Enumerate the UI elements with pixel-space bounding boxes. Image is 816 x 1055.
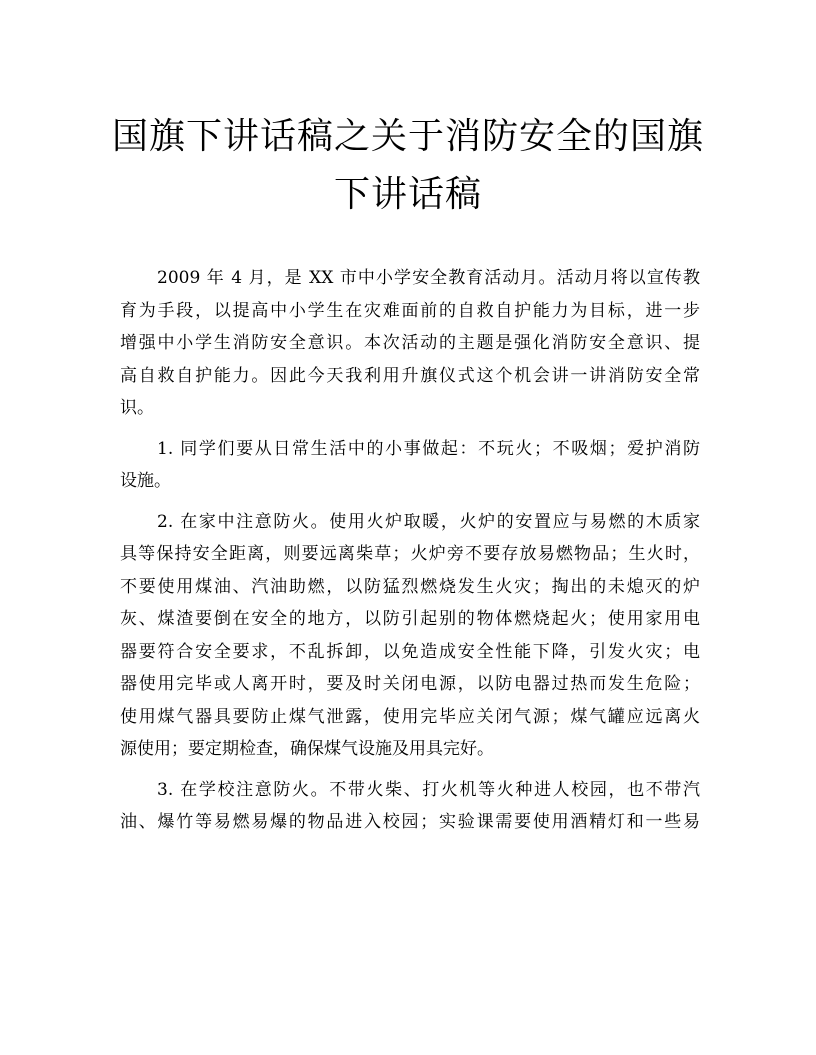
document-title [100, 108, 716, 224]
text-line: 增强中小学生消防安全意识。本次活动的主题是强化消防安全意识、提 [120, 333, 700, 353]
text-line: 器要符合安全要求，不乱拆卸，以免造成安全性能下降，引发火灾；电 [120, 641, 700, 662]
text-line: 3. 在学校注意防火。不带火柴、打火机等火种进人校园，也不带汽 [157, 779, 700, 800]
text-line: 油、爆竹等易燃易爆的物品进入校园；实验课需要使用酒精灯和一些易 [120, 812, 700, 832]
text-line: 2009 年 4 月，是 XX 市中小学安全教育活动月。活动月将以宣传教 [157, 268, 700, 288]
text-line: 具等保持安全距离，则要远离柴草；火炉旁不要存放易燃物品；生火时， [120, 544, 700, 564]
paragraph-intro [120, 262, 700, 425]
text-line: 育为手段，以提高中小学生在灾难面前的自救自护能力为目标，进一步 [120, 300, 700, 321]
paragraph-item-1 [120, 433, 700, 498]
title-line-1: 国旗下讲话稿之关于消防安全的国旗 [111, 116, 704, 157]
text-line: 2. 在家中注意防火。使用火炉取暖，火炉的安置应与易燃的木质家 [157, 511, 700, 532]
text-line: 器使用完毕或人离开时，要及时关闭电源，以防电器过热而发生危险； [120, 674, 700, 694]
paragraph-item-2 [120, 506, 700, 766]
document-body [120, 262, 700, 847]
text-line: 灰、煤渣要倒在安全的地方，以防引起别的物体燃烧起火；使用家用电 [120, 609, 700, 629]
paragraph-item-3 [120, 774, 700, 839]
text-line: 源使用；要定期检查，确保煤气设施及用具完好。 [120, 739, 494, 759]
text-line: 高自救自护能力。因此今天我利用升旗仪式这个机会讲一讲消防安全常 [120, 365, 700, 386]
title-line-2: 下讲话稿 [333, 174, 482, 215]
text-line: 设施。 [120, 471, 171, 491]
text-line: 使用煤气器具要防止煤气泄露，使用完毕应关闭气源；煤气罐应远离火 [120, 706, 700, 727]
text-line: 1. 同学们要从日常生活中的小事做起：不玩火；不吸烟；爱护消防 [157, 438, 700, 459]
text-line: 识。 [120, 398, 154, 418]
text-line: 不要使用煤油、汽油助燃，以防猛烈燃烧发生火灾；掏出的未熄灭的炉 [120, 576, 700, 597]
